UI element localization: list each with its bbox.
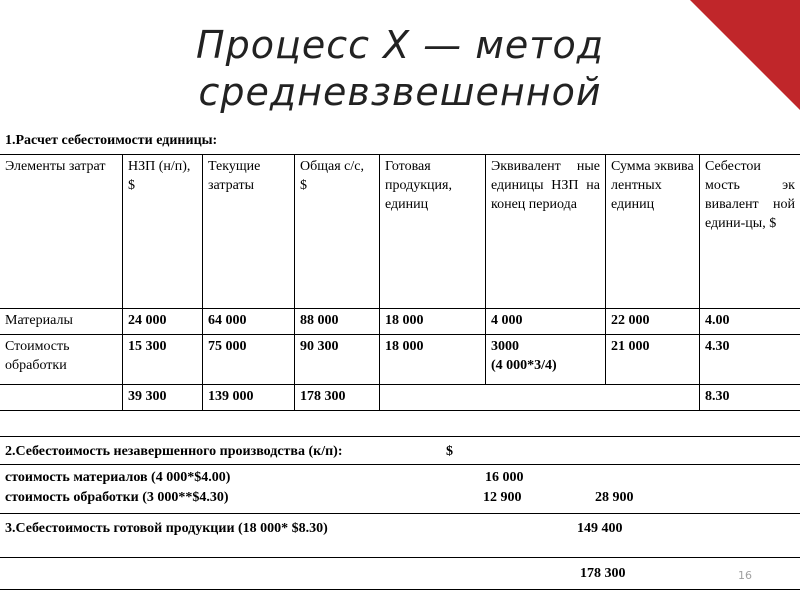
section3-heading: 3.Себестоимость готовой продукции (18 000* $8.30) [5, 521, 328, 536]
totals-row [0, 385, 800, 411]
header-cell: НЗП (н/п), $ [123, 155, 203, 308]
finished-units-cell: 18 000 [380, 309, 486, 334]
section2-body-row [0, 465, 800, 514]
header-cell: Сумма эквива лентных единиц [606, 155, 700, 308]
page-number: 16 [738, 569, 752, 582]
equiv-units-value: 3000 [491, 339, 519, 354]
section2-currency: $ [446, 444, 453, 459]
slide-title-line-2: средневзвешенной [198, 70, 602, 114]
totals-merged-cell [380, 385, 700, 410]
header-cell: Общая с/с, $ [295, 155, 380, 308]
finished-units-cell: 18 000 [380, 335, 486, 384]
nzp-cell: 15 300 [123, 335, 203, 384]
materials-cost-label: стоимость материалов (4 000*$4.00) [5, 470, 231, 485]
processing-cost-value: 12 900 [483, 490, 522, 505]
current-total-cell: 139 000 [203, 385, 295, 410]
current-cost-cell: 75 000 [203, 335, 295, 384]
cost-table [0, 128, 800, 590]
nzp-total-cell: 39 300 [123, 385, 203, 410]
grand-total-cell: 178 300 [295, 385, 380, 410]
unit-total-cell: 8.30 [705, 389, 730, 404]
total-cost-cell: 88 000 [295, 309, 380, 334]
section1-heading-row [0, 128, 800, 155]
slide-title [0, 22, 800, 116]
equiv-sum-cell: 21 000 [606, 335, 700, 384]
unit-cost-cell: 4.30 [705, 339, 730, 354]
grand-total-value: 178 300 [580, 566, 626, 581]
header-cell: Готовая продукция, единиц [380, 155, 486, 308]
equiv-units-cell [486, 335, 606, 384]
header-cell: Элементы затрат [0, 155, 123, 308]
spacer-row [0, 411, 800, 437]
grand-total-row [0, 558, 800, 590]
total-cost-cell: 90 300 [295, 335, 380, 384]
section3-row [0, 514, 800, 558]
section2-heading-row [0, 437, 800, 465]
nzp-cell: 24 000 [123, 309, 203, 334]
wip-total-value: 28 900 [595, 490, 634, 505]
header-cell: Текущие затраты [203, 155, 295, 308]
row-label: Стоимость обработки [0, 335, 123, 384]
current-cost-cell: 64 000 [203, 309, 295, 334]
processing-cost-label: стоимость обработки (3 000**$4.30) [5, 490, 229, 505]
section2-heading: 2.Себестоимость незавершенного производства (к/п): [5, 444, 343, 459]
table-header-row [0, 155, 800, 309]
totals-label-cell [0, 385, 123, 410]
materials-cost-value: 16 000 [485, 470, 524, 485]
row-label: Материалы [0, 309, 123, 334]
equiv-sum-cell: 22 000 [606, 309, 700, 334]
finished-goods-cost-value: 149 400 [577, 521, 623, 536]
equiv-units-cell: 4 000 [486, 309, 606, 334]
unit-cost-cell: 4.00 [705, 313, 730, 328]
section1-heading: 1.Расчет себестоимости единицы: [5, 133, 218, 148]
table-row [0, 309, 800, 335]
slide-title-line-1: Процесс Х — метод [196, 23, 604, 67]
equiv-units-note: (4 000*3/4) [491, 358, 557, 373]
header-cell: Эквивалент ные единицы НЗП на конец периода [486, 155, 606, 308]
table-row [0, 335, 800, 385]
header-cell: Себестои мость эк вивалент ной едини-цы, $ [705, 159, 795, 231]
